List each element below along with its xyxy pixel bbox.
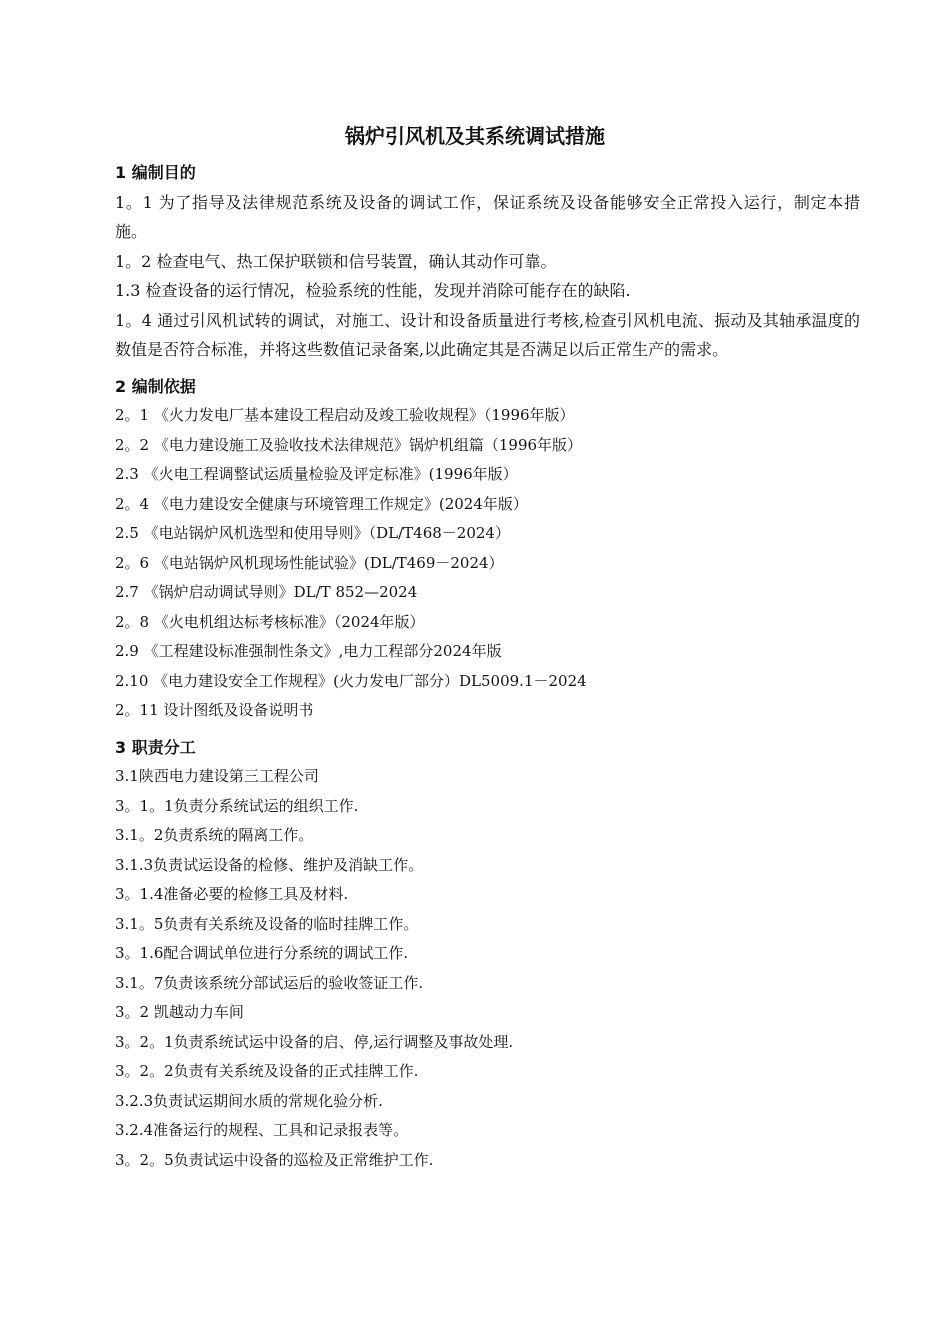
- duty-item: 3。1。1负责分系统试运的组织工作.: [115, 796, 359, 815]
- reference-item: 2。1 《火力发电厂基本建设工程启动及竣工验收规程》（1996年版）: [115, 406, 575, 424]
- duty-item: 3。1.4准备必要的检修工具及材料.: [115, 885, 349, 903]
- reference-item: 2.10 《电力建设安全工作规程》(火力发电厂部分）DL5009.1－2024: [115, 671, 587, 690]
- duty-item: 3。2。2负责有关系统及设备的正式挂牌工作.: [115, 1062, 419, 1080]
- duty-item: 3.1.3负责试运设备的检修、维护及消缺工作。: [115, 855, 424, 874]
- duty-item: 3.1。7负责该系统分部试运后的验收签证工作.: [115, 973, 424, 992]
- reference-item: 2。11 设计图纸及设备说明书: [115, 701, 314, 719]
- duty-item: 3。2。5负责试运中设备的巡检及正常维护工作.: [115, 1150, 434, 1169]
- reference-item: 2。4 《电力建设安全健康与环境管理工作规定》(2024年版）: [115, 494, 528, 513]
- section-heading: 1 编制目的: [115, 163, 196, 182]
- reference-item: 2.7 《锅炉启动调试导则》DL/T 852—2024: [115, 583, 418, 601]
- reference-item: 2。8 《火电机组达标考核标准》（2024年版）: [115, 612, 425, 631]
- duty-item: 3.1陕西电力建设第三工程公司: [115, 767, 319, 785]
- paragraph: 1。1 为了指导及法律规范系统及设备的调试工作，保证系统及设备能够安全正常投入运行，制定本措施。: [115, 192, 860, 241]
- duty-item: 3.1。2负责系统的隔离工作。: [115, 826, 314, 844]
- duty-item: 3。2。1负责系统试运中设备的启、停,运行调整及事故处理.: [115, 1032, 514, 1051]
- duty-item: 3.1。5负责有关系统及设备的临时挂牌工作。: [115, 914, 419, 933]
- document-body: [115, 158, 860, 1175]
- reference-item: 2.9 《工程建设标准强制性条文》,电力工程部分2024年版: [115, 642, 502, 660]
- reference-item: 2.5 《电站锅炉风机选型和使用导则》（DL/T468－2024）: [115, 524, 510, 542]
- duty-item: 3.2.4准备运行的规程、工具和记录报表等。: [115, 1121, 409, 1139]
- section-heading: 3 职责分工: [115, 737, 196, 757]
- section-spacer: [115, 365, 860, 372]
- reference-item: 2。2 《电力建设施工及验收技术法律规范》锅炉机组篇（1996年版）: [115, 435, 583, 454]
- duty-item: 3.2.3负责试运期间水质的常规化验分析.: [115, 1091, 383, 1110]
- duty-item: 3。2 凯越动力车间: [115, 1003, 244, 1021]
- paragraph: 1。4 通过引风机试转的调试，对施工、设计和设备质量进行考核,检查引风机电流、振动及其轴承温度的数值是否符合标准，并将这些数值记录备案,以此确定其是否满足以后正常生产的需求。: [115, 310, 860, 359]
- reference-item: 2.3 《火电工程调整试运质量检验及评定标准》(1996年版）: [115, 465, 518, 483]
- section-spacer: [115, 726, 860, 733]
- paragraph: 1.3 检查设备的运行情况，检验系统的性能，发现并消除可能存在的缺陷.: [115, 281, 631, 300]
- paragraph: 1。2 检查电气、热工保护联锁和信号装置，确认其动作可靠。: [115, 251, 557, 271]
- reference-item: 2。6 《电站锅炉风机现场性能试验》(DL/T469－2024）: [115, 553, 504, 572]
- document-title: 锅炉引风机及其系统调试措施: [345, 124, 605, 148]
- section-heading: 2 编制依据: [115, 376, 196, 396]
- duty-item: 3。1.6配合调试单位进行分系统的调试工作.: [115, 944, 409, 962]
